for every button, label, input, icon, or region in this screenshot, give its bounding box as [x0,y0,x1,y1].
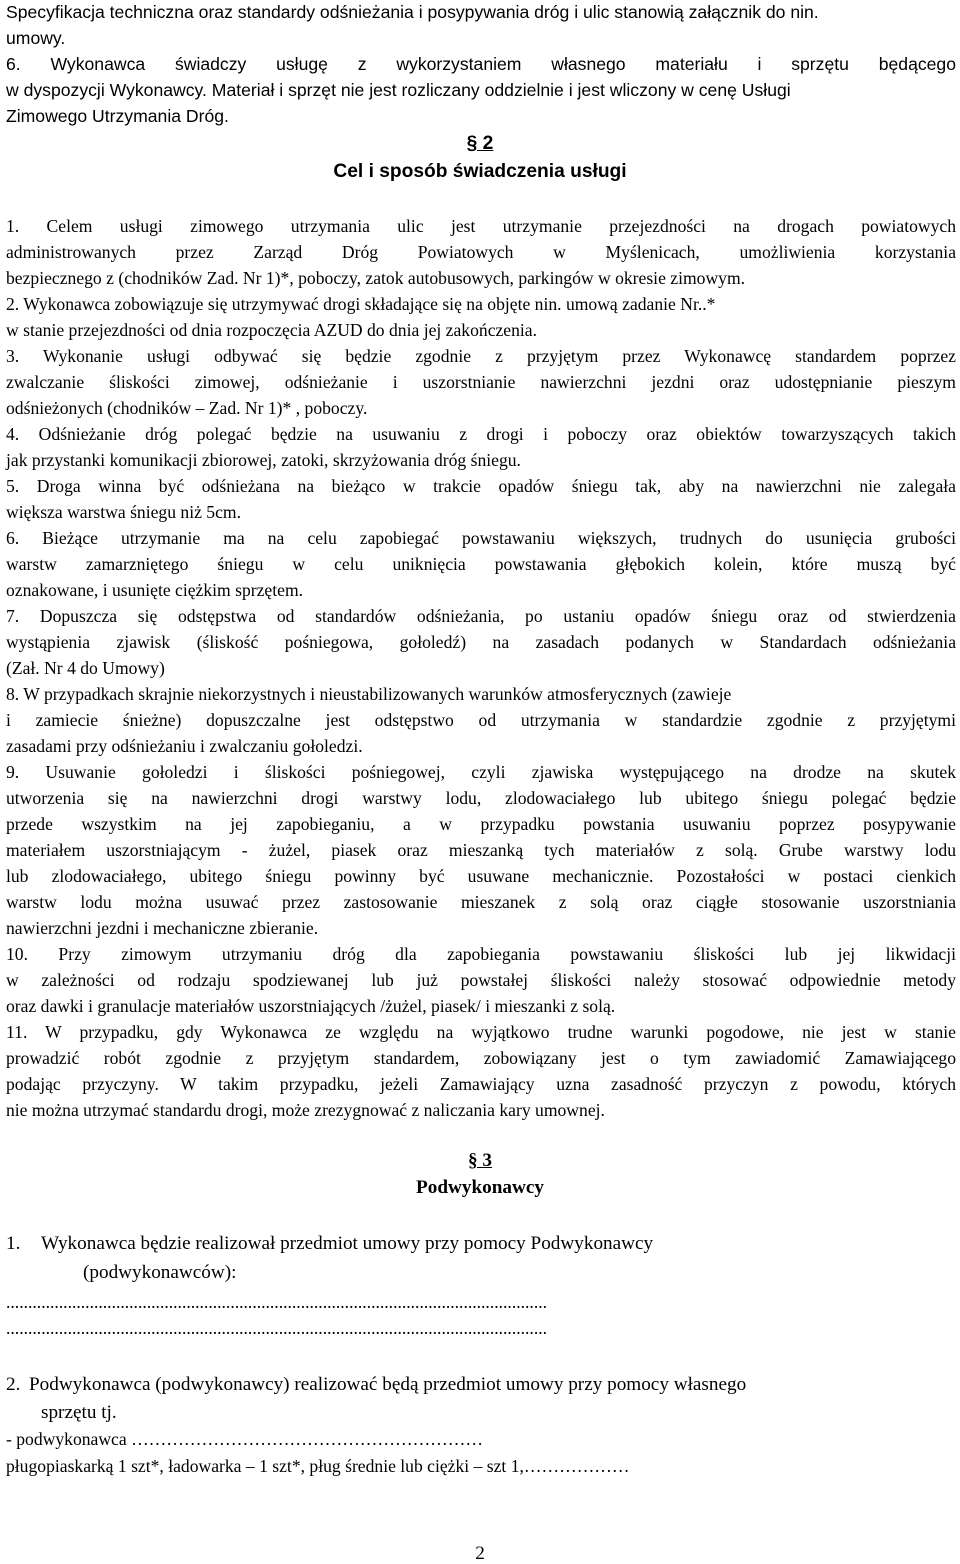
item-1-number: 1. [6,1233,21,1254]
section-2-line: w stanie przejezdności od dnia rozpoczęcia AZUD do dnia jej zakończenia. [6,320,538,340]
section-2-line: nie można utrzymać standardu drogi, może zrezygnować z naliczania kary umownej. [6,1100,605,1120]
item-2-number: 2. [6,1374,21,1395]
section-2-line: 5. Droga winna być odśnieżana na bieżąco w trakcie opadów śniegu tak, aby na nawierzchni nie zalegała [6,476,956,496]
section-2-line: administrowanych przez Zarząd Dróg Powiatowych w Myślenicach, umożliwienia korzystania [6,242,956,262]
equipment-line: pługopiaskarką 1 szt*, ładowarka – 1 szt*, pług średnie lub ciężki – szt 1,……………… [6,1456,630,1476]
fill-in-dots: ........................................................................................................................... [6,1292,548,1312]
section-2-line: (Zał. Nr 4 do Umowy) [6,658,165,678]
section-2-line: 2. Wykonawca zobowiązuje się utrzymywać drogi składające się na objęte nin. umową zadanie Nr..* [6,294,716,314]
intro-line: umowy. [6,28,66,48]
section-2-line: jak przystanki komunikacji zbiorowej, zatoki, skrzyżowania dróg śniegu. [6,450,521,470]
section-2-title: Cel i sposób świadczenia usługi [333,161,627,182]
section-2-line: wystąpienia zjawisk (śliskość pośniegowa, gołoledź) na zasadach podanych w Standardach odśnieżania [6,632,956,652]
section-2-line: utworzenia się na nawierzchni drogi warstwy lodu, zlodowaciałego lub ubitego śniegu polegać będzie [6,788,956,808]
section-2-line: 9. Usuwanie gołoledzi i śliskości pośniegowej, czyli zjawiska występującego na drodze na skutek [6,762,956,782]
section-2-line: większa warstwa śniegu niż 5cm. [6,502,241,522]
section-2-mark: § 2 [466,133,494,154]
item-2-line: sprzętu tj. [41,1402,117,1423]
section-2-line: oznakowane, i usunięte ciężkim sprzętem. [6,580,304,600]
subcontractor-line: - podwykonawca …………………………………………………… [6,1429,483,1449]
section-2-line: materiałem uszorstniającym - żużel, piasek oraz mieszanką tych materiałów z solą. Grube warstwy lodu [6,840,956,860]
section-2-line: w zależności od rodzaju spodziewanej lub już powstałej śliskości należy stosować odpowiednie metody [6,970,956,990]
item-2-line: Podwykonawca (podwykonawcy) realizować będą przedmiot umowy przy pomocy własnego [29,1374,747,1395]
section-2-line: warstw zamarzniętego śniegu w celu uniknięcia powstawania głębokich kolein, które muszą być [6,554,956,574]
section-2-line: 8. W przypadkach skrajnie niekorzystnych i nieustabilizowanych warunków atmosferycznych (zawieje [6,684,732,704]
section-2-line: prowadzić robót zgodnie z przyjętym standardem, zobowiązany jest o tym zawiadomić Zamawiającego [6,1048,956,1068]
section-2-line: 3. Wykonanie usługi odbywać się będzie zgodnie z przyjętym przez Wykonawcę standardem poprzez [6,346,956,366]
intro-line: w dyspozycji Wykonawcy. Materiał i sprzęt nie jest rozliczany oddzielnie i jest wliczony w cenę Usługi [6,80,791,100]
intro-line: Zimowego Utrzymania Dróg. [6,106,229,126]
section-3-title: Podwykonawcy [416,1177,544,1198]
section-2-line: 1. Celem usługi zimowego utrzymania ulic jest utrzymanie przejezdności na drogach powiatowych [6,216,956,236]
section-2-line: przede wszystkim na jej zapobieganiu, a w przypadku powstania usuwaniu poprzez posypywanie [6,814,956,834]
section-2-line: podając przyczyny. W takim przypadku, jeżeli Zamawiający uzna zasadność przyczyn z powodu, których [6,1074,956,1094]
item-1-line: (podwykonawców): [83,1262,237,1283]
fill-in-dots: ........................................................................................................................... [6,1318,548,1338]
section-2-line: 7. Dopuszcza się odstępstwa od standardów odśnieżania, po ustaniu opadów śniegu oraz od stwierdzenia [6,606,956,626]
section-2-line: i zamiecie śnieżne) dopuszczalne jest odstępstwo od utrzymania w standardzie zgodnie z przyjętymi [6,710,956,730]
intro-line: 6. Wykonawca świadczy usługę z wykorzystaniem własnego materiału i sprzętu będącego [6,54,956,74]
section-2-line: lub zlodowaciałego, ubitego śniegu powinny być usuwane mechanicznie. Pozostałości w postaci cienkich [6,866,956,886]
section-2-line: bezpiecznego z (chodników Zad. Nr 1)*, poboczy, zatok autobusowych, parkingów w okresie zimowym. [6,268,746,288]
section-2-line: warstw lodu można usuwać przez zastosowanie mieszanek z solą oraz ciągłe stosowanie uszorstniania [6,892,956,912]
section-2-line: zwalczanie śliskości zimowej, odśnieżanie i uszorstnianie nawierzchni jezdni oraz udostępnianie pieszym [6,372,956,392]
item-1-line: Wykonawca będzie realizował przedmiot umowy przy pomocy Podwykonawcy [41,1233,654,1254]
section-2-line: nawierzchni jezdni i mechaniczne zbieranie. [6,918,319,938]
section-2-line: 10. Przy zimowym utrzymaniu dróg dla zapobiegania powstawaniu śliskości lub jej likwidacji [6,944,956,964]
intro-line: Specyfikacja techniczna oraz standardy odśnieżania i posypywania dróg i ulic stanowią załącznik do nin. [6,2,819,22]
section-2-line: 11. W przypadku, gdy Wykonawca ze względu na wyjątkowo trudne warunki pogodowe, nie jest w stanie [6,1022,956,1042]
section-2-line: odśnieżonych (chodników – Zad. Nr 1)* , poboczy. [6,398,368,418]
page-number: 2 [475,1543,485,1564]
section-2-line: oraz dawki i granulacje materiałów uszorstniających /żużel, piasek/ i mieszanki z solą. [6,996,616,1016]
section-2-line: 6. Bieżące utrzymanie ma na celu zapobiegać powstawaniu większych, trudnych do usunięcia grubości [6,528,956,548]
section-2-line: 4. Odśnieżanie dróg polegać będzie na usuwaniu z drogi i poboczy oraz obiektów towarzyszących takich [6,424,956,444]
section-2-line: zasadami przy odśnieżaniu i zwalczaniu gołoledzi. [6,736,363,756]
section-3-mark: § 3 [468,1150,492,1171]
